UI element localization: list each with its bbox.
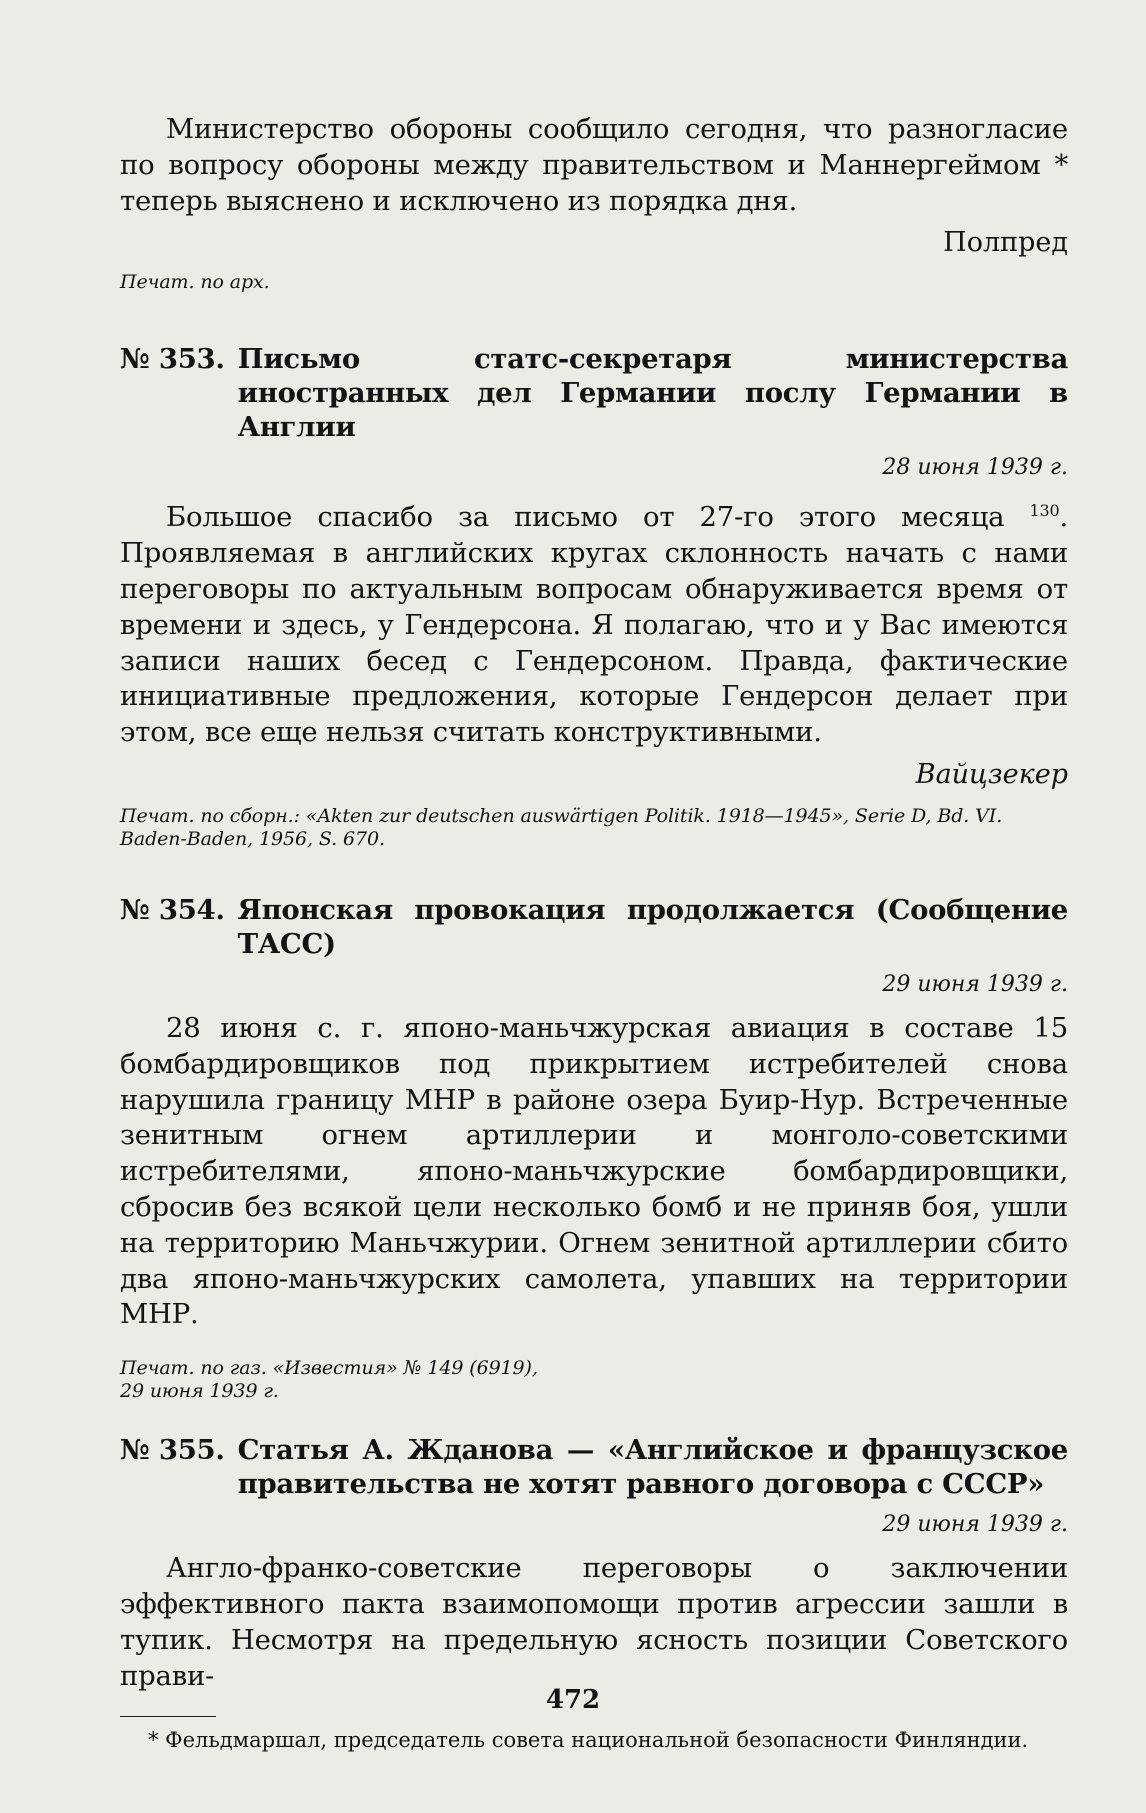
doc-355-title: Статья А. Жданова — «Английское и французское правительства не хотят равного договора с СССР» (237, 1434, 1068, 1501)
doc-353-source-line1: Печат. по сборн.: «Akten zur deutschen auswärtigen Politik. 1918—1945», Serie D, Bd. VI. (120, 804, 1003, 827)
doc-355-heading (120, 1433, 1068, 1501)
doc-354-source-line1: Печат. по газ. «Известия» № 149 (6919), (120, 1357, 538, 1380)
doc-353-text (120, 500, 1068, 751)
doc-354-number: № 354. (120, 893, 225, 926)
footnote-divider (120, 1716, 216, 1717)
doc-353-title: Письмо статс-секретаря министерства иностранных дел Германии послу Германии в Англии (237, 343, 1068, 444)
page-content (120, 112, 1068, 1754)
footnote-text: * Фельдмаршал, председатель совета национальной безопасности Финляндии. (148, 1728, 1029, 1753)
doc-355-text: Англо-франко-советские переговоры о заключении эффективного пакта взаимопомощи против агрессии зашли в тупик. Несмотря на предельную ясность позиции Советского прави- (120, 1552, 1068, 1692)
intro-paragraph-tail: теперь выяснено и исключено из порядка дня. (120, 184, 798, 217)
doc-353-date: 28 июня 1939 г. (882, 455, 1068, 481)
intro-paragraph-main: Министерство обороны сообщило сегодня, что разногласие по вопросу обороны между правительством и Маннергеймом (120, 113, 1068, 181)
doc-353-heading (120, 342, 1068, 444)
intro-signature: Полпред (943, 227, 1068, 259)
doc-354-title: Японская провокация продолжается (Сообщение ТАСС) (237, 893, 1068, 960)
intro-paragraph (120, 112, 1068, 219)
doc-353-signature: Вайцзекер (915, 758, 1068, 790)
doc-353-source-line2: Baden-Baden, 1956, S. 670. (120, 827, 385, 850)
doc-355-date: 29 июня 1939 г. (882, 1512, 1068, 1538)
doc-353-note-ref: 130 (1029, 501, 1060, 521)
doc-354-source-line2: 29 июня 1939 г. (120, 1380, 279, 1403)
doc-353-text-start: Большое спасибо за письмо от 27-го этого месяца (166, 501, 1005, 534)
doc-353-number: № 353. (120, 343, 225, 376)
footnote-mark[interactable]: * (1040, 148, 1068, 181)
doc-354-heading (120, 893, 1068, 961)
doc-355-number: № 355. (120, 1434, 225, 1467)
doc-354-text: 28 июня с. г. японо-маньчжурская авиация в составе 15 бомбардировщиков под прикрытием истребителей снова нарушила границу МНР в районе озера Буир-Нур. Встреченные зенитным огнем артиллерии и монголо-советскими истребителями, японо-маньчжурские бомбардировщики, сбросив без всякой цели несколько бомб и не приняв боя, ушли на территорию Маньчжурии. Огнем зенитной артиллерии сбито два японо-маньчжурских самолета, упавших на территории МНР. (120, 1011, 1068, 1331)
page-number: 472 (545, 1685, 601, 1715)
doc-354-date: 29 июня 1939 г. (882, 971, 1068, 997)
intro-source: Печат. по арх. (120, 271, 270, 294)
doc-353-text-rest: . Проявляемая в английских кругах склонность начать с нами переговоры по актуальным вопросам обнаруживается время от времени и здесь, у Гендерсона. Я полагаю, что и у Вас имеются записи наших бесед с Гендерсоном. Правда, фактические инициативные предложения, которые Гендерсон делает при этом, все еще нельзя считать конструктивными. (120, 501, 1069, 749)
